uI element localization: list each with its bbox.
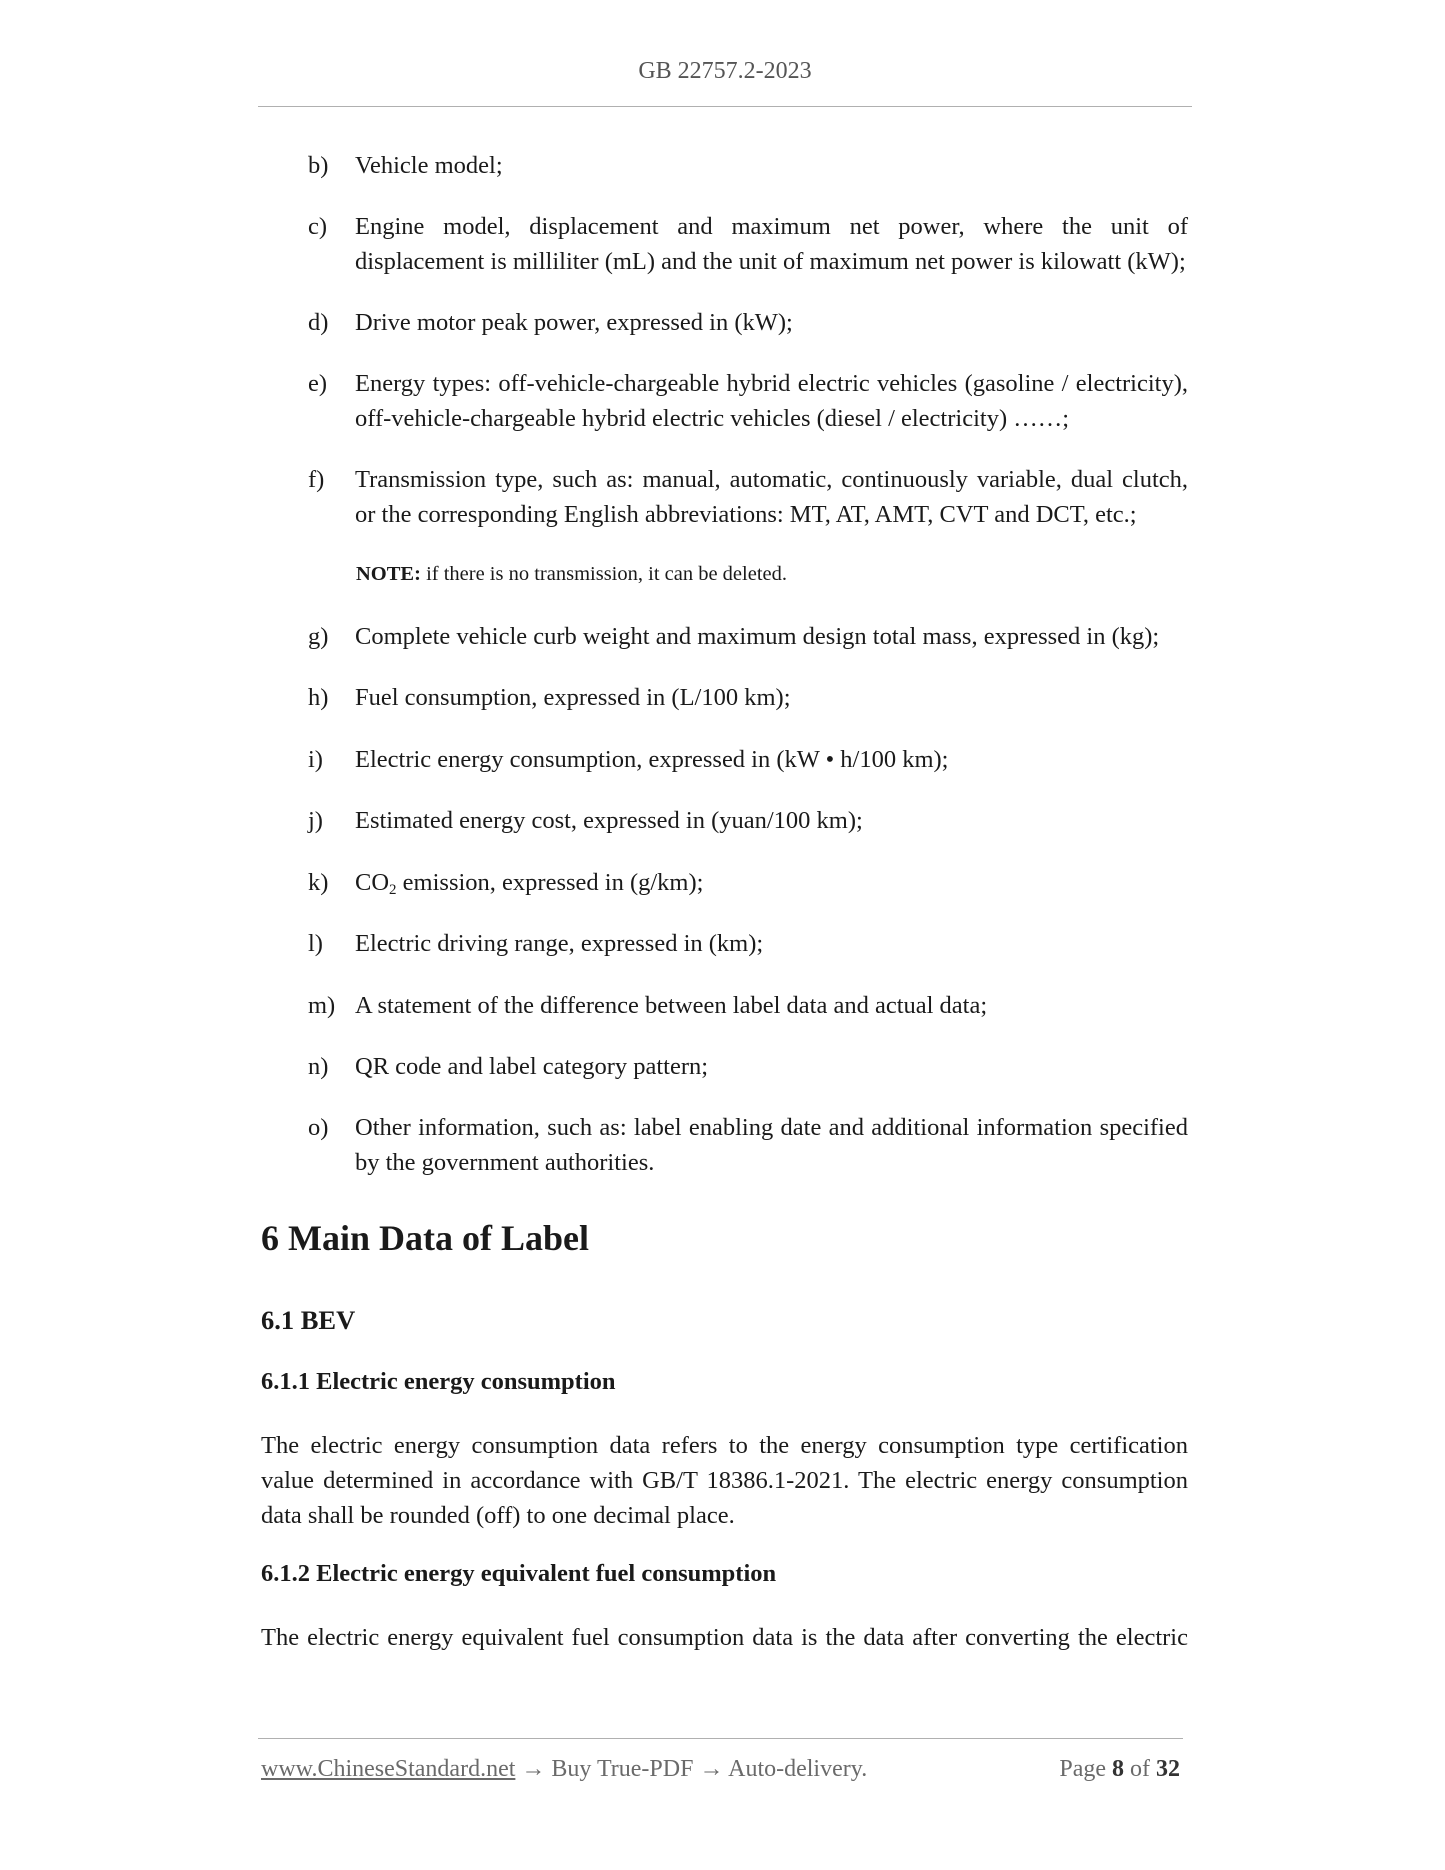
- list-item-text: QR code and label category pattern;: [355, 1053, 709, 1080]
- list-item-label: b): [308, 152, 329, 179]
- page-number: Page 8 of 32: [1059, 1756, 1180, 1782]
- note-label: NOTE:: [356, 563, 421, 585]
- list-item-label: d): [308, 309, 329, 336]
- subscript-2: 2: [389, 882, 397, 898]
- list-item-label: k): [308, 869, 329, 896]
- list-item-label: m): [308, 992, 336, 1019]
- list-item: [308, 680, 1188, 715]
- page-header-title: GB 22757.2-2023: [638, 58, 812, 84]
- list-item: [308, 1049, 1188, 1084]
- footer-promo-text: → Buy True-PDF → Auto-delivery.: [515, 1756, 868, 1782]
- list-item: [308, 462, 1188, 532]
- list-item: [308, 926, 1188, 961]
- transmission-note: [356, 563, 787, 586]
- list-item-text: Electric driving range, expressed in (km);: [355, 930, 764, 957]
- list-item-text: Engine model, displacement and maximum net power, where the unit of displacement is milliliter (mL) and the unit of maximum net power is kilowatt (kW);: [355, 213, 1188, 275]
- current-page: 8: [1112, 1756, 1124, 1782]
- list-item-text: Estimated energy cost, expressed in (yuan/100 km);: [355, 807, 863, 834]
- list-item: [308, 366, 1188, 436]
- website-link[interactable]: www.ChineseStandard.net: [261, 1756, 516, 1782]
- header-divider: [258, 106, 1192, 107]
- note-text: if there is no transmission, it can be deleted.: [420, 563, 787, 585]
- clause-heading: 6.1.2 Electric energy equivalent fuel consumption: [261, 1560, 777, 1587]
- list-item: [308, 803, 1188, 838]
- list-item-label: c): [308, 213, 328, 240]
- list-item-label: j): [308, 807, 323, 834]
- footer-promo: [261, 1756, 867, 1783]
- total-pages: 32: [1156, 1756, 1180, 1782]
- list-item-label: g): [308, 623, 329, 650]
- list-item: [308, 619, 1188, 654]
- list-item-text: Energy types: off-vehicle-chargeable hybrid electric vehicles (gasoline / electricity), off-vehicle-chargeable hybrid electric vehicles (diesel / electricity) ……;: [355, 370, 1188, 432]
- list-item-text: A statement of the difference between label data and actual data;: [355, 992, 988, 1019]
- list-item-label: h): [308, 684, 329, 711]
- list-item: [308, 865, 1188, 900]
- section-heading: 6 Main Data of Label: [261, 1218, 589, 1258]
- clause-heading: 6.1.1 Electric energy consumption: [261, 1368, 616, 1395]
- list-item-text: Fuel consumption, expressed in (L/100 km);: [355, 684, 791, 711]
- clause-paragraph: The electric energy equivalent fuel consumption data is the data after converting the electric: [261, 1624, 1188, 1651]
- list-item-text: Complete vehicle curb weight and maximum design total mass, expressed in (kg);: [355, 623, 1160, 650]
- list-item-text: Transmission type, such as: manual, automatic, continuously variable, dual clutch, or the corresponding English abbreviations: MT, AT, AMT, CVT and DCT, etc.;: [355, 466, 1188, 528]
- list-item: [308, 148, 1188, 183]
- footer-divider: [258, 1738, 1183, 1739]
- list-item-label: f): [308, 466, 325, 493]
- list-item-label: i): [308, 746, 323, 773]
- list-item-label: l): [308, 930, 323, 957]
- list-item-label: e): [308, 370, 328, 397]
- list-item-text: Vehicle model;: [355, 152, 503, 179]
- list-item: [308, 742, 1188, 777]
- list-item-text: $CO_2$ emission, expressed in (g/km);: [355, 869, 704, 898]
- list-item-text: Other information, such as: label enabling date and additional information specified by the government authorities.: [355, 1114, 1188, 1176]
- clause-paragraph: The electric energy consumption data refers to the energy consumption type certification value determined in accordance with GB/T 18386.1-2021. The electric energy consumption data shall be rounded (off) to one decimal place.: [261, 1432, 1188, 1529]
- list-item-label: n): [308, 1053, 329, 1080]
- list-item-text: Drive motor peak power, expressed in (kW);: [355, 309, 793, 336]
- list-item-label: o): [308, 1114, 329, 1141]
- list-item: [308, 305, 1188, 340]
- list-item: [308, 209, 1188, 279]
- list-item: [308, 1110, 1188, 1180]
- list-item-text: Electric energy consumption, expressed in (kW • h/100 km);: [355, 746, 949, 773]
- subsection-heading: 6.1 BEV: [261, 1305, 356, 1335]
- list-item: [308, 988, 1188, 1023]
